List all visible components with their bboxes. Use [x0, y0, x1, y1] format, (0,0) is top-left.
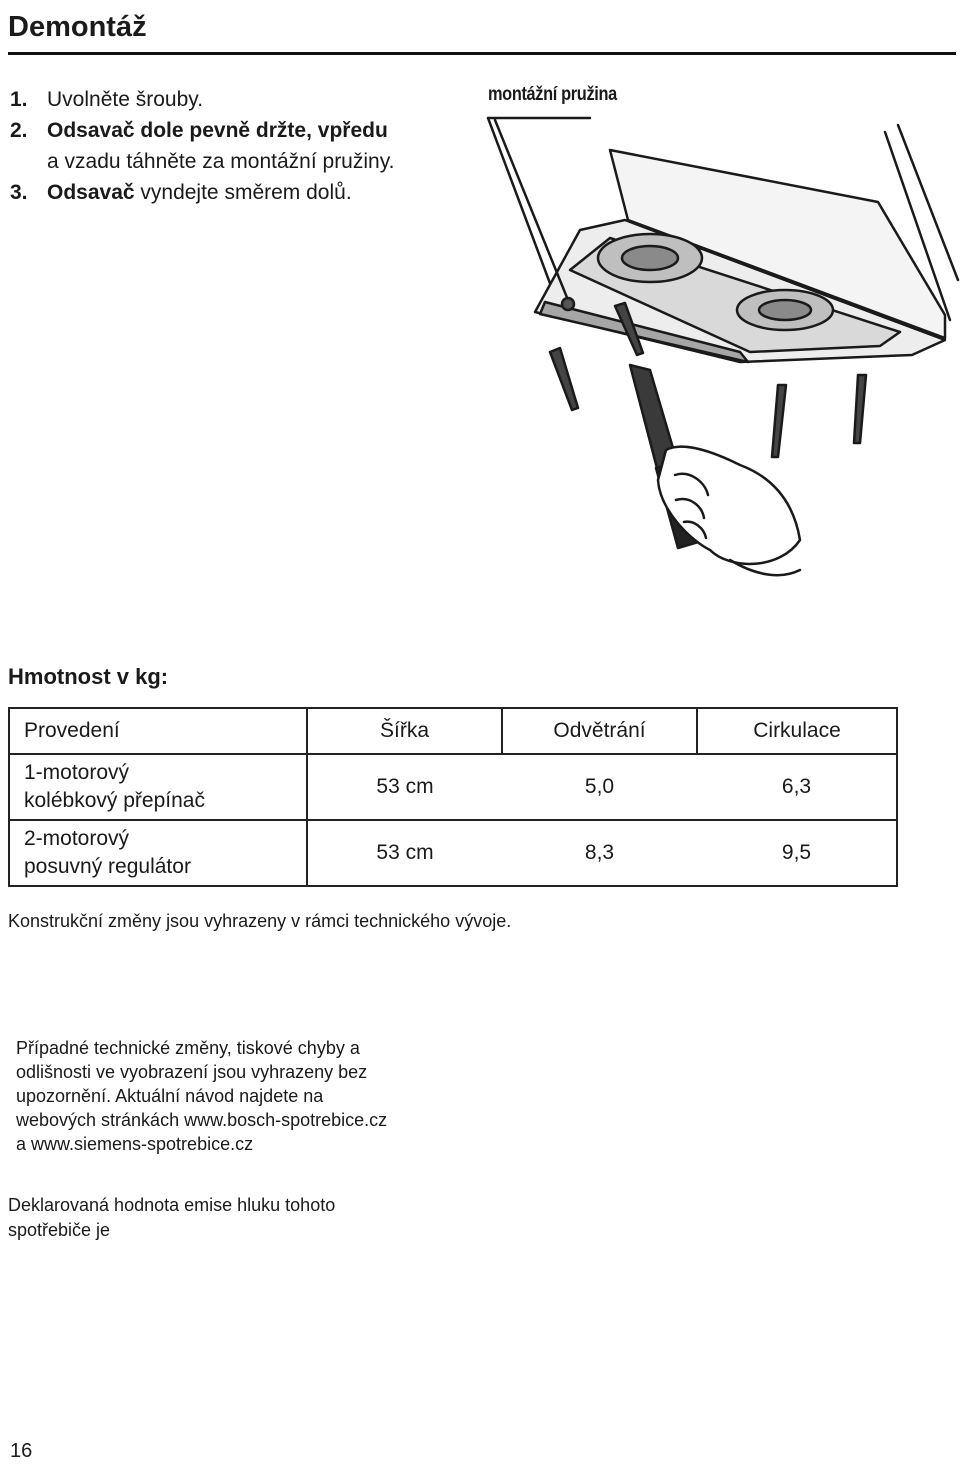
step-number: 3. — [10, 181, 28, 204]
cell-model — [9, 754, 307, 820]
mounting-spring-label: montážní pružina — [488, 84, 617, 105]
model-line-1: 2-motorový — [24, 827, 130, 850]
step-text — [47, 177, 352, 208]
table-header-row — [9, 708, 897, 754]
cell-venting: 8,3 — [502, 820, 697, 886]
model-line-2: kolébkový přepínač — [24, 789, 205, 812]
header-circulation: Cirkulace — [697, 708, 897, 754]
weight-table — [8, 707, 898, 887]
disclaimer-text: Případné technické změny, tiskové chyby a odlišnosti ve vyobrazení jsou vyhrazeny bez upozornění. Aktuální návod najdete na webových stránkách www.bosch-spotrebice.cz a www.siemens-spotrebice.cz — [16, 1038, 388, 1154]
cell-width: 53 cm — [307, 754, 502, 820]
step-1 — [10, 84, 394, 115]
model-line-2: posuvný regulátor — [24, 855, 191, 878]
step-text — [47, 115, 394, 177]
step-number: 1. — [10, 88, 28, 111]
page-title: Demontáž — [8, 8, 956, 55]
model-line-1: 1-motorový — [24, 761, 130, 784]
range-hood-removal-illustration — [480, 70, 960, 600]
step-text-plain: vyndejte směrem dolů. — [134, 181, 352, 204]
cell-circulation: 6,3 — [697, 754, 897, 820]
header-width: Šířka — [307, 708, 502, 754]
step-text-bold: Odsavač dole pevně držte, vpředu — [47, 119, 388, 142]
page-number: 16 — [10, 1440, 33, 1462]
cell-circulation: 9,5 — [697, 820, 897, 886]
noise-emission-text: Deklarovaná hodnota emise hluku tohoto spotřebiče je — [8, 1195, 336, 1240]
step-3 — [10, 177, 394, 208]
step-text-bold: Odsavač — [47, 181, 135, 204]
cell-venting: 5,0 — [502, 754, 697, 820]
weight-title: Hmotnost v kg: — [8, 664, 169, 689]
step-2 — [10, 115, 394, 177]
header-model: Provedení — [9, 708, 307, 754]
table-row — [9, 820, 897, 886]
step-text: Uvolněte šrouby. — [47, 88, 204, 111]
header-venting: Odvětrání — [502, 708, 697, 754]
design-changes-note: Konstrukční změny jsou vyhrazeny v rámci technického vývoje. — [8, 911, 512, 931]
steps-list — [10, 84, 394, 208]
step-text-plain: a vzadu táhněte za montážní pružiny. — [47, 150, 395, 173]
table-row — [9, 754, 897, 820]
cell-width: 53 cm — [307, 820, 502, 886]
step-number: 2. — [10, 119, 28, 142]
cell-model — [9, 820, 307, 886]
